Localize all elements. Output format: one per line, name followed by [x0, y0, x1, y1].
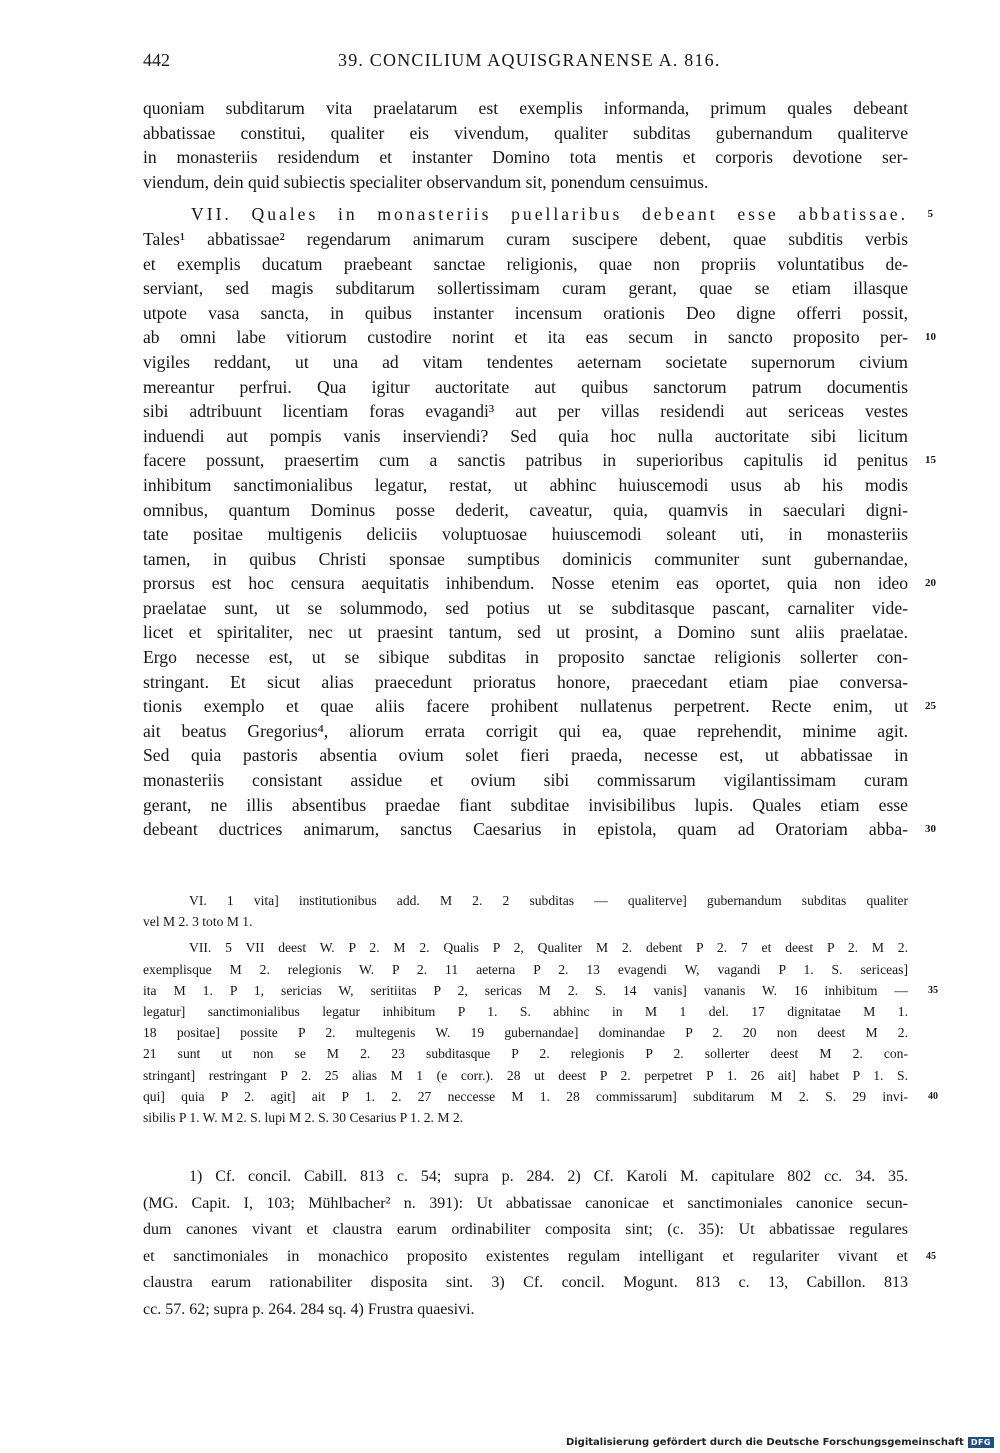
page-number: 442: [143, 50, 170, 70]
text-line: facere possunt, praesertim cum a sanctis patribus in superioribus capitulis id penitus 15: [143, 448, 908, 473]
text-line: praelatae sunt, ut se solummodo, sed potius ut se subditasque pascant, carnaliter vide-: [143, 597, 908, 618]
footnote-line: 1) Cf. concil. Cabill. 813 c. 54; supra p. 284. 2) Cf. Karoli M. capitulare 802 cc. 34. 35.: [189, 1168, 908, 1185]
text-line: monasteriis consistant assidue et ovium sibi commissarum vigilantissimam curam: [143, 770, 908, 791]
text-line: licet et spiritaliter, nec ut praesint tantum, sed ut prosint, a Domino sunt aliis praelatae.: [143, 622, 908, 643]
line-number: 45: [926, 1250, 936, 1262]
text-line: inhibitum sanctimonialibus legatur, restat, ut abhinc huiuscemodi usus ab his modis: [143, 474, 908, 495]
footnotes: [143, 1164, 936, 1323]
text-line: utpote vasa sancta, in quibus instanter incensum orationis Deo digne offerri possit,: [143, 302, 908, 323]
text-line: mereantur perfrui. Qua igitur auctoritate aut quibus sanctorum patrum documentis: [143, 376, 908, 397]
line-number: 20: [925, 577, 936, 590]
line-number: 25: [925, 700, 936, 713]
text-line: sibi adtribuunt licentiam foras evagandi³ aut per villas residendi aut sericeas vestes: [143, 401, 908, 422]
apparatus-line: VI. 1 vita] institutionibus add. M 2. 2 subditas — qualiterve] gubernandum subditas qualiter: [189, 893, 908, 908]
main-text: [143, 96, 936, 842]
line-number: 15: [925, 454, 936, 467]
text-line: ab omni labe vitiorum custodire norint et ita eas secum in sancto proposito per- 10: [143, 325, 908, 350]
text-line: viendum, dein quid subiectis specialiter observandum sit, ponendum censuimus.: [143, 171, 709, 192]
text-line: ait beatus Gregorius⁴, aliorum errata corrigit qui ea, quae reprehendit, minime agit.: [143, 720, 908, 741]
apparatus-line: qui] quia P 2. agit] ait P 1. 2. 27 neccesse M 1. 28 commissarum] subditarum M 2. S. 29 invi- 40: [143, 1086, 908, 1107]
footnote-line: (MG. Capit. I, 103; Mühlbacher² n. 391): Ut abbatissae canonicae et sanctimoniales canonice secun-: [143, 1194, 908, 1212]
footnote-line: cc. 57. 62; supra p. 264. 284 sq. 4) Frustra quaesivi.: [143, 1300, 475, 1318]
apparatus-line: VII. 5 VII deest W. P 2. M 2. Qualis P 2, Qualiter M 2. debent P 2. 7 et deest P 2. M 2.: [189, 940, 908, 956]
dfg-logo: DFG: [968, 1437, 994, 1448]
critical-apparatus: [143, 890, 938, 1128]
apparatus-line: 21 sunt ut non se M 2. 23 subditasque P 2. relegionis P 2. sollerter deest M 2. con-: [143, 1046, 908, 1062]
line-number: 40: [928, 1090, 938, 1102]
running-title: 39. CONCILIUM AQUISGRANENSE A. 816.: [338, 50, 721, 70]
apparatus-line: vel M 2. 3 toto M 1.: [143, 914, 253, 930]
apparatus-line: ita M 1. P 1, sericias W, seritiitas P 2, sericas M 2. S. 14 vanis] vananis W. 16 inhibitum — 35: [143, 980, 908, 1001]
text-line: gerant, ne illis absentibus praedae fiant subditae invisibilibus lupis. Quales etiam esse: [143, 794, 908, 815]
apparatus-line: exemplisque M 2. relegionis W. P 2. 11 aeterna P 2. 13 evagendi W, vagandi P 1. S. sericeas]: [143, 961, 908, 977]
text-line: tate positae multigenis deliciis voluptuosae huiuscemodi soleant uti, in monasteriis: [143, 524, 908, 545]
text-line: et exemplis ducatum praebeant sanctae religionis, quae non propriis voluntatibus de-: [143, 253, 908, 274]
text-line: induendi aut pompis vanis inserviendi? Sed quia hoc nulla auctoritate sibi licitum: [143, 425, 908, 446]
digitization-footer: [566, 1437, 994, 1448]
line-number: 5: [927, 208, 936, 221]
text-line: tionis exemplo et quae aliis facere prohibent nullatenus perpetrent. Recte enim, ut 25: [143, 694, 908, 719]
text-line: serviant, sed magis subditarum sollertissimam curam gerant, quae se etiam illasque: [143, 278, 908, 299]
text-line: abbatissae constitui, qualiter eis vivendum, qualiter subditas gubernandum qualiterve: [143, 122, 908, 143]
text-line: vigiles reddant, ut una ad vitam tendentes aeternam societate supernorum civium: [143, 351, 908, 372]
text-line: Ergo necesse est, ut se sibique subditas in proposito sanctae religionis sollerter con-: [143, 647, 908, 668]
text-line: omnibus, quantum Dominus posse dederit, caveatur, quia, quamvis in saeculari digni-: [143, 499, 908, 520]
text-line: tamen, in quibus Christi sponsae sumptibus dominicis communiter sunt gubernandae,: [143, 548, 908, 569]
text-line: debeant ductrices animarum, sanctus Caesarius in epistola, quam ad Oratoriam abba- 30: [143, 817, 908, 842]
apparatus-line: stringant] restringant P 2. 25 alias M 1 (e corr.). 28 ut deest P 2. perpetret P 1. 26 ait] habet P 1. S.: [143, 1067, 908, 1083]
footnote-line: dum canones vivant et claustra earum ordinabiliter composita sint; (c. 35): Ut abbatissae regulares: [143, 1221, 908, 1238]
text-line: Sed quia pastoris absentia ovium solet fieri praeda, necesse est, ut abbatissae in: [143, 745, 908, 766]
footer-text: Digitalisierung gefördert durch die Deutsche Forschungsgemeinschaft: [565, 1437, 964, 1448]
page-header: [143, 50, 908, 74]
footnote-line: et sanctimoniales in monachico proposito existentes regulam intelligant et regulariter vivant et 45: [143, 1244, 908, 1271]
text-line: stringant. Et sicut alias praecedunt prioratus honore, praecedant etiam piae conversa-: [143, 671, 908, 692]
chapter-heading: VII. Quales in monasteriis puellaribus debeant esse abbatissae. 5: [143, 202, 908, 227]
line-number: 30: [925, 823, 936, 836]
apparatus-line: sibilis P 1. W. M 2. S. lupi M 2. S. 30 Cesarius P 1. 2. M 2.: [143, 1109, 464, 1125]
text-line: quoniam subditarum vita praelatarum est exemplis informanda, primum quales debeant: [143, 98, 908, 118]
footnote-line: claustra earum rationabiliter disposita sint. 3) Cf. concil. Mogunt. 813 c. 13, Cabillon. 813: [143, 1274, 908, 1291]
apparatus-line: 18 positae] possite P 2. multegenis W. 19 gubernandae] dominandae P 2. 20 non deest M 2.: [143, 1025, 908, 1041]
line-number: 10: [925, 331, 936, 344]
text-line: prorsus est hoc censura aequitatis inhibendum. Nosse etenim eas oportet, quia non ideo 20: [143, 571, 908, 596]
text-line: Tales¹ abbatissae² regendarum animarum curam suscipere debent, quae subditis verbis: [143, 228, 908, 249]
text-line: in monasteriis residendum et instanter Domino tota mentis et corporis devotione ser-: [143, 147, 908, 168]
apparatus-line: legatur] sanctimonialibus legatur inhibitum P 1. S. abhinc in M 1 del. 17 dignitatae M 1.: [143, 1003, 908, 1019]
line-number: 35: [928, 984, 938, 996]
